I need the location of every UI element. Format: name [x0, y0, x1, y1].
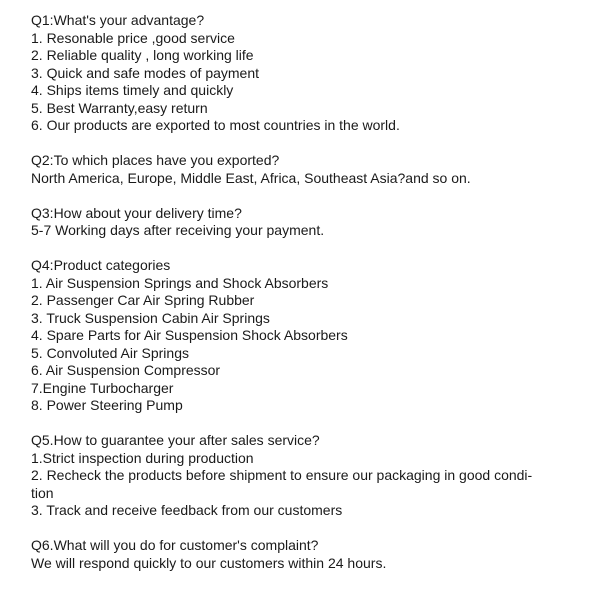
- answer-line: tion: [31, 484, 54, 501]
- question-heading: Q6.What will you do for customer's complaint?: [31, 537, 319, 553]
- faq-document: [31, 12, 576, 590]
- question-heading: Q3:How about your delivery time?: [31, 204, 242, 221]
- question-heading: Q4:Product categories: [31, 257, 171, 273]
- answer-line: 3. Track and receive feedback from our customers: [31, 502, 343, 518]
- answer-line: 7.Engine Turbocharger: [31, 379, 174, 396]
- answer-line: 4. Ships items timely and quickly: [31, 82, 234, 98]
- faq-section-q2: [31, 152, 576, 187]
- answer-line: 5-7 Working days after receiving your payment.: [31, 222, 325, 238]
- answer-line: 3. Quick and safe modes of payment: [31, 64, 260, 81]
- answer-line: 5. Convoluted Air Springs: [31, 344, 189, 361]
- answer-line: 2. Reliable quality , long working life: [31, 47, 254, 63]
- answer-line: 5. Best Warranty,easy return: [31, 99, 208, 116]
- faq-section-q1: [31, 12, 576, 135]
- answer-line: 1. Resonable price ,good service: [31, 29, 235, 46]
- answer-line: 1.Strict inspection during production: [31, 449, 254, 466]
- faq-section-q6: [31, 537, 576, 572]
- faq-section-q4: [31, 257, 576, 415]
- faq-section-q5: [31, 432, 576, 520]
- answer-line: 2. Passenger Car Air Spring Rubber: [31, 292, 255, 308]
- answer-line: 8. Power Steering Pump: [31, 397, 183, 413]
- question-heading: Q2:To which places have you exported?: [31, 152, 280, 168]
- answer-line: 4. Spare Parts for Air Suspension Shock Absorbers: [31, 327, 348, 343]
- answer-line: 6. Our products are exported to most countries in the world.: [31, 117, 400, 133]
- answer-line: We will respond quickly to our customers within 24 hours.: [31, 554, 387, 571]
- faq-section-q3: [31, 205, 576, 240]
- answer-line: 3. Truck Suspension Cabin Air Springs: [31, 309, 270, 326]
- question-heading: Q5.How to guarantee your after sales service?: [31, 432, 320, 448]
- answer-line: 2. Recheck the products before shipment to ensure our packaging in good condi-: [31, 467, 533, 483]
- answer-line: North America, Europe, Middle East, Africa, Southeast Asia?and so on.: [31, 169, 471, 186]
- question-heading: Q1:What's your advantage?: [31, 12, 205, 28]
- answer-line: 6. Air Suspension Compressor: [31, 362, 221, 378]
- answer-line: 1. Air Suspension Springs and Shock Absorbers: [31, 274, 329, 291]
